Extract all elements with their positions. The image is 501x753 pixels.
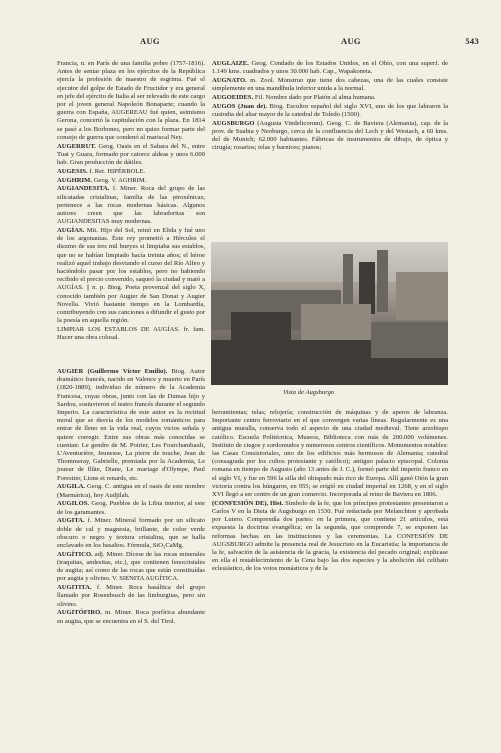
headword: AUGIER (Guillermo Víctor Emilio). (57, 368, 168, 375)
entry-text: f. Miner. Roca del grupo de las silicatadas cristalinas, familia de las piroxénicas; pertenece a las rocas modernas básicas. Algunos autores creen que las labradoritas son AUGIANDESITAS muy modernas. (57, 185, 206, 226)
entry-augias (57, 227, 205, 325)
headword: AUGITITA. (57, 584, 92, 592)
augsburg-photo (211, 242, 448, 385)
entry-text: m. Zool. Monstruo que tiene dos cabezas, una de las cuales consiste simplemente en una mandíbula inferior unida a la normal. (212, 77, 448, 93)
entry-text: f. Miner. Mineral formado por un silicato doble de cal y magnesia, brillante, de color verde obscuro o negro y textura cristalina, que se halla enclavado en los basaltos. Fórmula, SiO₃CaMg. (57, 517, 205, 550)
entry-augerrut (57, 143, 205, 168)
entry-text: Biog. Autor dramático francés, nacido en Valence y muerto en París (1820-1889), individuo de número de la Academia Francesa, cuyas obras, junto con las de Dumas hijo y Sardou, sostuvieron el teatro francés durante el segundo Imperio. La característica de este autor es la rectitud moral que se desvía de los modelos románticos para entrar de lleno en la vida real, cuyos vicios señala y quiere corregir. Entre sus obras más conocidas se cuentan: Le gendre de M. Poirier, Les Fourchambault, L'Aventurière, Jeunesse, La pierre de touche, Jean de Thommeray, Gabrielle, premiada por la Academia, Le joueur de flûte, Diane, Le mariage d'Olympe, Paul Forestier, Lions et renards, etc. (57, 368, 206, 482)
entry-text: Fil. Nombre dado por Platón al alma humana. (254, 94, 376, 101)
entry-augitofiro (57, 609, 205, 625)
entry-text: f. Miner. Roca basáltica del grupo llamado por Rosenbusch de las limburgitas, pero sin olivino. (57, 584, 205, 608)
entry-text: Mit. Hijo del Sol, reinó en Elida y fué uno de los argonautas. Éste rey prometió a Hércules el diezmo de sus tres mil bueyes si limpiaba sus establos, que no se habían limpiado hacía treinta años; el héroe realizó aquel trabajo desviando el curso del Río Alfeo y haciéndolo pasar por los establos, pero no habiendo recibido el precio convenido, saqueó la ciudad y mató a AUGÍAS. || n. p. Biog. Poeta provenzal del siglo X, conocido también por Augier de San Donat y Augier Novella. Vivió bastante tiempo en la Lombardía, contribuyendo con sus canciones a difundir el gusto por la poesía en aquella región. (57, 227, 205, 325)
headword: AUGILA. (57, 483, 86, 491)
headword: AUGOS (Juan de). (212, 102, 268, 110)
entry-augsburgo (212, 120, 448, 153)
entry-text: Geog. V. AGHRIM. (93, 176, 147, 184)
entry-text: f. Ret. HIPÉRBOLE. (89, 167, 146, 175)
headword: AUGITÓFIRO. (57, 609, 102, 617)
entry-augilos (57, 500, 205, 516)
entry-text: m. Miner. Roca porfírica abundante en augita, que se encuentra en el S. del Tirol. (57, 609, 205, 625)
headword: (CONFESIÓN DE), Hist. (212, 499, 284, 507)
entry-augita (57, 517, 205, 550)
entry-confesion-augsburgo (212, 500, 448, 574)
entry-text: Biog. Escultor español del siglo XVI, uno de los que labraron la custodia del altar mayor de la catedral de Toledo (1500). (212, 102, 448, 118)
entry-text: Símbolo de la fe, que los príncipes protestantes presentaron a Carlos V en la Dieta de Augsburgo en 1530. Fué redactada por Melanchton y aprobada por Lutero. Comprendía dos partes: en la primera, que contiene 21 artículos, está expuesta la doctrina evangélica; en la segunda, que comprende 7, se exponen las reformas hechas en las instituciones y las ceremonias. La CONFESIÓN DE AUGSBURGO admite la presencia real de Jesucristo en la Eucaristía; la importancia de la fe, salvación de la asistencia de la gracia, la existencia del pecado original; explicase en ella el restablecimiento de la Cena bajo las dos especies y la abolición del celibato eclesiástico, de los votos monásticos y de la (212, 499, 448, 573)
headword: AUGNATO. (212, 77, 247, 84)
entry-text: Geog. Condado de los Estados Unidos, en el Ohío, con una superf. de 1.149 kms. cuadrados y unos 30.000 hab. Cap., Wapakoneta. (212, 60, 448, 76)
entry-augoeides (212, 94, 448, 102)
entry-augila (57, 483, 205, 499)
entry-augitico (57, 551, 205, 584)
headword: AUGILOS. (57, 500, 90, 508)
rooftops (231, 312, 291, 342)
entry-text: Geog. Pueblos de la Libia interior, al este de los garamantes. (57, 500, 205, 516)
entry-text: Geog. Oasis en el Sahara del N., entre Tuat y Guara, formado por catorce aldeas y unos 6.000 hab. Gran producción de dátiles. (57, 142, 205, 167)
photo-caption: Vista de Augsburgo (283, 389, 335, 396)
headword: AUGÍTICO. (57, 550, 93, 558)
headword: AUGHRIM. (57, 176, 92, 184)
entry-text: Geog. C. antigua en el oasis de este nombre (Marmárica), hoy Audjilah. (57, 483, 205, 499)
headword: AUGITA. (57, 517, 85, 525)
entry-augesis (57, 168, 205, 176)
entry-limpiar-establos: LIMPIAR LOS ESTABLOS DE AUGÍAS. fr. fam. Hacer una obra colosal. (57, 326, 205, 342)
right-column-bottom (212, 409, 448, 574)
entry-augitita (57, 584, 205, 609)
entry-augereau-cont: Francia, n. en París de una familia pobre (1757-1816). Antes de sentar plaza en los ejércitos de la República ejercía la profesión de maestro de esgrima. Fué el ejecutor del golpe de Estado de Fructidor y era general en jefe del ejército de Italia al ser relevado de este cargo por el joven general Napoleón Bonaparte; cuando la guerra con España, AUGEREAU fué quien, asimismo Gerona, concertó la capitulación con la plaza. En 1814 se pasó a los Borbones, pero no quiso formar parte del consejo de guerra que condenó al mariscal Ney. (57, 60, 205, 141)
left-column-top (57, 60, 205, 343)
headword: AUGOEIDES. (212, 94, 254, 101)
headword: AUGESIS. (57, 167, 88, 175)
running-head-left: AUG (140, 36, 160, 46)
entry-aughrim (57, 177, 205, 185)
headword: AUGLAIZE. (212, 60, 249, 67)
cathedral-tower (377, 250, 388, 312)
right-column-top (212, 60, 448, 153)
headword: AUGIANDESITA. (57, 185, 110, 193)
entry-augiandesita (57, 185, 205, 226)
entry-augos (212, 103, 448, 119)
entry-text: (Augusta Vindelicorum). Geog. C. de Baviera (Alemania), cap. de la prov. de Suabia y Neoburgo, cerca de la confluencia del Lech y del Westach, a 60 kms. del de Munich; 62.000 habitantes. Fábricas de instrumentos de dibujo, de óptica y cirugía; rosarios; telas y barnices; pianos; (212, 119, 448, 152)
headword: AUGÍAS. (57, 227, 85, 235)
left-column-bottom (57, 368, 205, 626)
rooftops (301, 304, 371, 340)
headword: AUGERRUT. (57, 142, 96, 150)
headword: AUGSBURGO (212, 119, 255, 127)
building (396, 272, 448, 320)
entry-augier (57, 368, 205, 483)
entry-augnato (212, 77, 448, 93)
page-number: 543 (465, 36, 479, 46)
running-head-right: AUG (341, 36, 361, 46)
building (371, 322, 448, 358)
entry-auglaize (212, 60, 448, 76)
cross-reference: V. SIENITA AUGÍTICA. (112, 575, 179, 583)
entry-augsburgo-cont: herramientas; telas; relojería; construcción de máquinas y de aperos de labranza. Importante centro ferroviario en el que convergen varias líneas. Regularmente es una antigua muralla, conserva todo el aspecto de una ciudad medieval. Tiene arzobispo católico. Escuela Politécnica, Museos, Biblioteca con más de 200.000 volúmenes. Instituto de ciegos y sordomudos y numerosos centros científicos. Monumentos notables: las Casas Consistoriales, uno de los edificios más hermosos de Alemania; catedral (consagrada por los cultos protestante y católico); antiguo palacio episcopal. Colonia romana en tiempo de Augusto (año 13 antes de J. C.), formó parte del imperio franco en el siglo VI, y fue en 596 la silla del obispado más rico de Europa. Allí ganó Otón la gran victoria contra los húngaros, en 955; se erigió en ciudad imperial en 1268, y en el siglo XVI llegó a ser centro de un gran comercio. Incorporada al reino de Baviera en 1806. (212, 409, 448, 499)
entry-text: adj. Miner. Dícese de las rocas minerales (traquitas, andesitas, etc.), que contienen fenocristales de augita; así como de las rocas que están constituídas por augita y olivino. (57, 550, 205, 583)
